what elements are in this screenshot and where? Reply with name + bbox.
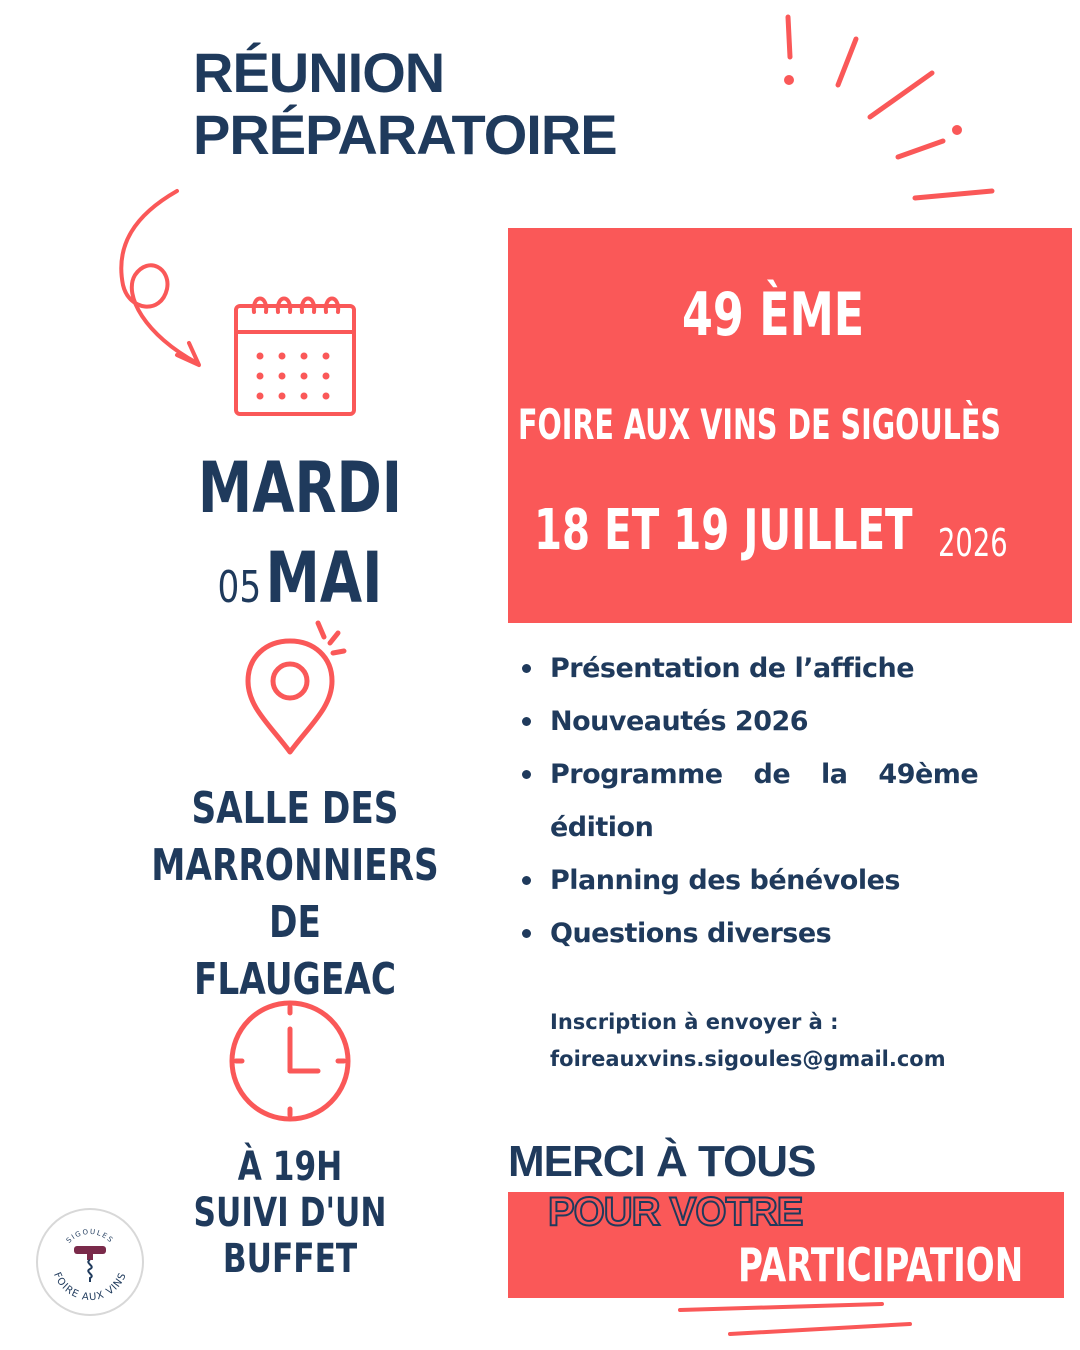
meeting-date-number: 05 <box>217 562 262 613</box>
agenda-item-4: Planning des bénévoles <box>520 854 990 907</box>
title-line-1: RÉUNION <box>193 41 445 104</box>
time-line-3: BUFFET <box>222 1236 358 1282</box>
thanks-line-2: POUR VOTRE <box>548 1190 803 1234</box>
clock-icon <box>226 997 358 1129</box>
logo-top-text: SIGOULES <box>64 1227 116 1245</box>
logo-emblem <box>38 1210 142 1314</box>
agenda-item-1: Présentation de l’affiche <box>520 642 990 695</box>
corkscrew-icon <box>74 1246 106 1282</box>
calendar-icon <box>232 288 360 420</box>
place-line-1: SALLE DES <box>191 783 399 834</box>
event-year: 2026 <box>938 521 1008 565</box>
event-banner <box>508 228 1072 623</box>
meeting-time <box>173 1144 407 1282</box>
agenda-list <box>520 642 990 960</box>
meeting-date <box>191 537 409 619</box>
meeting-day: MARDI <box>197 447 403 529</box>
registration-label: Inscription à envoyer à : <box>550 1010 839 1034</box>
swirl-arrow-icon <box>105 185 215 380</box>
logo-bottom-text: FOIRE AUX VINS <box>51 1270 129 1304</box>
time-line-1: À 19H <box>237 1144 343 1190</box>
page-title <box>193 42 617 166</box>
agenda-item-3: Programme de la 49ème édition <box>520 748 990 854</box>
time-line-2: SUIVI D'UN <box>193 1190 387 1236</box>
agenda-item-2: Nouveautés 2026 <box>520 695 990 748</box>
place-line-2: MARRONNIERS DE <box>151 840 439 948</box>
event-edition: 49 ÈME <box>682 280 865 350</box>
location-pin-icon <box>240 615 350 760</box>
title-line-2: PRÉPARATOIRE <box>193 103 617 166</box>
meeting-date-month: MAI <box>265 537 383 619</box>
meeting-place <box>139 780 451 1008</box>
svg-text:SIGOULES <box>65 1228 115 1245</box>
thanks-line-3: PARTICIPATION <box>738 1238 1024 1292</box>
foire-aux-vins-logo <box>36 1208 144 1316</box>
agenda-item-5: Questions diverses <box>520 907 990 960</box>
registration-email[interactable]: foireauxvins.sigoules@gmail.com <box>550 1047 946 1071</box>
underline-decoration <box>660 1300 920 1345</box>
thanks-line-1: MERCI À TOUS <box>508 1137 816 1186</box>
event-dates: 18 ET 19 JUILLET <box>534 498 913 563</box>
event-name: FOIRE AUX VINS DE SIGOULÈS <box>518 400 1001 449</box>
svg-text:FOIRE AUX VINS <box>51 1271 129 1303</box>
burst-lines-decoration <box>760 5 1020 215</box>
place-line-3: FLAUGEAC <box>193 954 397 1005</box>
